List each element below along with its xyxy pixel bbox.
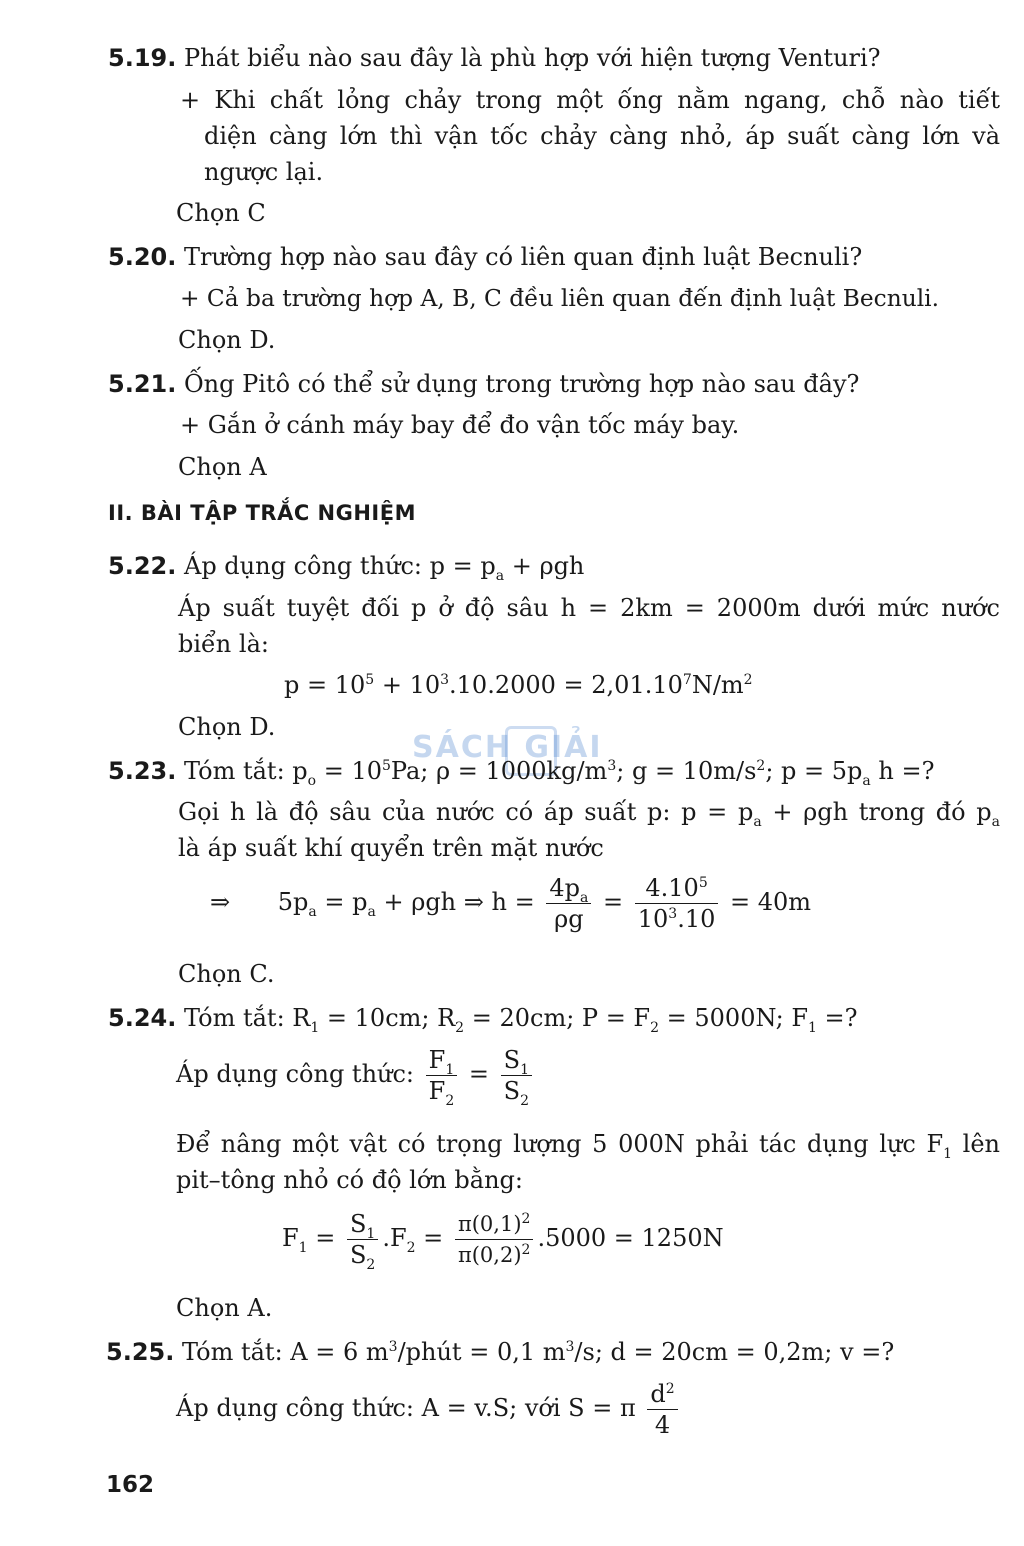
q521-answer: + Gắn ở cánh máy bay để đo vận tốc máy bay. — [180, 411, 740, 439]
q523-sum-sub: o — [307, 772, 317, 789]
q524-pi-num-sup: 2 — [521, 1211, 531, 1227]
q524-pi-den: π(0,2) — [457, 1243, 522, 1267]
q525-area-fraction — [647, 1379, 677, 1440]
q523-eq-part: 5p — [277, 888, 309, 916]
q525-fr-num-sup: 2 — [665, 1381, 675, 1397]
q524-sum-sub: 1 — [807, 1019, 817, 1036]
watermark-logo: SÁCH GIẢI — [412, 730, 603, 765]
q524-text-part: lên — [952, 1130, 1000, 1158]
q523-f2-den: 10 — [637, 905, 669, 933]
q525-formula-line — [176, 1378, 682, 1440]
q523-sum-part: ; g = 10m/s — [616, 757, 757, 785]
q522-intro-sub: a — [495, 567, 505, 584]
q522-intro-tail: + ρgh — [504, 552, 585, 580]
q525-fr-num: d — [650, 1380, 666, 1408]
q524-eq-part: = — [415, 1224, 444, 1252]
q523-sum-part: Tóm tắt: p — [183, 757, 308, 785]
q525-fr-den: 4 — [654, 1411, 671, 1439]
q524-sum-sub: 2 — [650, 1019, 660, 1036]
q524-area-ratio — [501, 1045, 532, 1109]
q524-sum-part: = 20cm; P = F — [464, 1004, 651, 1032]
q520-choice: Chọn D. — [178, 326, 276, 354]
q522-intro-line — [108, 550, 584, 582]
q522-eq-exp: 2 — [743, 672, 753, 688]
q524-fr-s: S — [503, 1046, 521, 1074]
q524-sum-sub: 2 — [455, 1019, 465, 1036]
q524-eq-sub: 2 — [406, 1239, 416, 1256]
q523-summary-line — [108, 755, 934, 787]
q522-eq-exp: 5 — [365, 672, 375, 688]
q522-equation — [284, 669, 753, 701]
q524-text-part: Để nâng một vật có trọng lượng 5 000N phải tác dụng lực F — [176, 1130, 944, 1158]
q523-equation — [210, 872, 811, 934]
q524-sum-sub: 1 — [310, 1019, 320, 1036]
q524-eq-part: = — [307, 1224, 336, 1252]
q524-sum-part: =? — [816, 1004, 858, 1032]
q522-eq-part: p = 10 — [284, 671, 366, 699]
q522-eq-exp: 7 — [682, 672, 692, 688]
q520-answer: + Cả ba trường hợp A, B, C đều liên quan đến định luật Becnuli. — [180, 285, 940, 312]
q524-sum-part: = 10cm; R — [319, 1004, 456, 1032]
q523-eq-sign: = — [602, 888, 624, 916]
q519-question: Phát biểu nào sau đây là phù hợp với hiện tượng Venturi? — [183, 44, 881, 72]
q524-fr-f: F — [428, 1077, 446, 1105]
q524-fr-sub: 1 — [366, 1225, 376, 1242]
q524-number: 5.24. — [108, 1004, 177, 1032]
q522-eq-part: .10.2000 = 2,01.10 — [449, 671, 683, 699]
q524-summary-line — [108, 1002, 858, 1034]
q519-answer-line-1: + Khi chất lỏng chảy trong một ống nằm ngang, chỗ nào tiết — [180, 86, 1000, 114]
q524-fr-f: F — [428, 1046, 446, 1074]
q523-text-line-1 — [178, 796, 1000, 828]
q523-f2-den-sup: 3 — [668, 906, 678, 922]
q524-pi-num: π(0,1) — [457, 1212, 522, 1236]
q524-pi-den-sup: 2 — [521, 1242, 531, 1258]
q524-eq-sub: 1 — [298, 1239, 308, 1256]
q523-f1-num: 4p — [549, 874, 580, 902]
q523-sum-part: = 10 — [316, 757, 382, 785]
q524-fr-sub: 1 — [520, 1061, 530, 1078]
q522-number: 5.22. — [108, 552, 177, 580]
q519-answer-line-2: diện càng lớn thì vận tốc chảy càng nhỏ, áp suất càng lớn và — [204, 122, 1000, 150]
q519-question-line — [108, 42, 881, 74]
q522-choice: Chọn D. — [178, 713, 276, 741]
q524-fr-sub: 1 — [445, 1061, 455, 1078]
q521-question-line — [108, 368, 859, 400]
q523-fraction-1 — [546, 873, 591, 934]
q523-eq-part: + ρgh ⇒ h = — [375, 888, 535, 916]
q525-formula: Áp dụng công thức: A = v.S; với S = π — [176, 1394, 636, 1422]
q523-f1-num-sub: a — [579, 889, 589, 906]
q519-choice: Chọn C — [176, 199, 266, 227]
q525-sum-part: /s; d = 20cm = 0,2m; v =? — [574, 1338, 895, 1366]
q524-fr-s: S — [349, 1210, 367, 1238]
q523-sum-sup: 3 — [607, 758, 617, 774]
q524-choice: Chọn A. — [176, 1294, 273, 1322]
q522-text-line-1: Áp suất tuyệt đối p ở độ sâu h = 2km = 2000m dưới mức nước — [178, 594, 1000, 622]
q520-question-line — [108, 241, 862, 273]
q524-eq-part: .F — [382, 1224, 407, 1252]
q523-f1-den: ρg — [554, 905, 584, 933]
q523-f2-den-tail: .10 — [677, 905, 716, 933]
q524-sum-part: = 5000N; F — [659, 1004, 808, 1032]
q519-answer-line-3: ngược lại. — [204, 158, 324, 186]
q523-sum-sup: 5 — [381, 758, 391, 774]
q523-f2-num: 4.10 — [645, 874, 699, 902]
page-number: 162 — [106, 1472, 155, 1498]
q522-eq-part: N/m — [691, 671, 744, 699]
q524-s-ratio — [347, 1209, 378, 1273]
q523-number: 5.23. — [108, 757, 177, 785]
q525-sum-part: /phút = 0,1 m — [397, 1338, 566, 1366]
q523-text-sub: a — [753, 813, 762, 830]
q522-eq-exp: 3 — [440, 672, 450, 688]
q524-pi-ratio — [455, 1209, 534, 1270]
q523-sum-part: Pa; ρ = 1000kg/m — [390, 757, 608, 785]
q524-eq-part: F — [282, 1224, 299, 1252]
q523-text-sub: a — [991, 813, 1000, 830]
q524-text-line-2: pit–tông nhỏ có độ lớn bằng: — [176, 1166, 523, 1194]
q522-text-line-2: biển là: — [178, 630, 269, 658]
q525-sum-sup: 3 — [565, 1339, 575, 1355]
q523-eq-sub: a — [308, 903, 317, 920]
q522-intro: Áp dụng công thức: p = p — [183, 552, 496, 580]
q524-fr-sub: 2 — [445, 1092, 455, 1109]
q524-force-ratio — [426, 1045, 458, 1109]
q525-summary-line — [106, 1336, 894, 1368]
q523-sum-part: h =? — [870, 757, 935, 785]
q524-text-line-1 — [176, 1128, 1000, 1160]
q524-text-sub: 1 — [943, 1145, 953, 1162]
q523-eq-sub: a — [367, 903, 376, 920]
q523-sum-part: ; p = 5p — [765, 757, 863, 785]
implies-symbol: ⇒ — [210, 888, 231, 916]
q523-sum-sub: a — [862, 772, 871, 789]
q524-fr-sub: 2 — [520, 1092, 530, 1109]
q523-eq-result: = 40m — [730, 888, 812, 916]
q524-eq-result: .5000 = 1250N — [537, 1224, 724, 1252]
q525-sum-part: Tóm tắt: A = 6 m — [181, 1338, 389, 1366]
q521-choice: Chọn A — [178, 453, 267, 481]
q523-text-part: + ρgh trong đó p — [761, 798, 992, 826]
q523-f2-num-sup: 5 — [698, 875, 708, 891]
q524-formula-line — [176, 1044, 536, 1109]
q524-formula-label: Áp dụng công thức: — [176, 1060, 415, 1088]
q525-number: 5.25. — [106, 1338, 175, 1366]
q524-fr-sub: 2 — [366, 1256, 376, 1273]
q523-text-part: Gọi h là độ sâu của nước có áp suất p: p = p — [178, 798, 754, 826]
q525-sum-sup: 3 — [388, 1339, 398, 1355]
q524-equation — [282, 1208, 724, 1273]
q524-fr-s: S — [349, 1241, 367, 1269]
q522-eq-part: + 10 — [374, 671, 441, 699]
q521-number: 5.21. — [108, 370, 177, 398]
q523-text-line-2: là áp suất khí quyển trên mặt nước — [178, 834, 604, 862]
q523-eq-part: = p — [316, 888, 368, 916]
q521-question: Ống Pitô có thể sử dụng trong trường hợp nào sau đây? — [183, 370, 860, 398]
q524-fr-s: S — [503, 1077, 521, 1105]
q523-fraction-2 — [635, 873, 719, 934]
q520-number: 5.20. — [108, 243, 177, 271]
q520-question: Trường hợp nào sau đây có liên quan định luật Becnuli? — [183, 243, 863, 271]
q519-number: 5.19. — [108, 44, 177, 72]
q524-sum-part: Tóm tắt: R — [183, 1004, 311, 1032]
q524-eq-sign: = — [468, 1060, 489, 1088]
section-heading: II. BÀI TẬP TRẮC NGHIỆM — [108, 501, 416, 525]
q523-sum-sup: 2 — [756, 758, 766, 774]
q523-choice: Chọn C. — [178, 960, 275, 988]
